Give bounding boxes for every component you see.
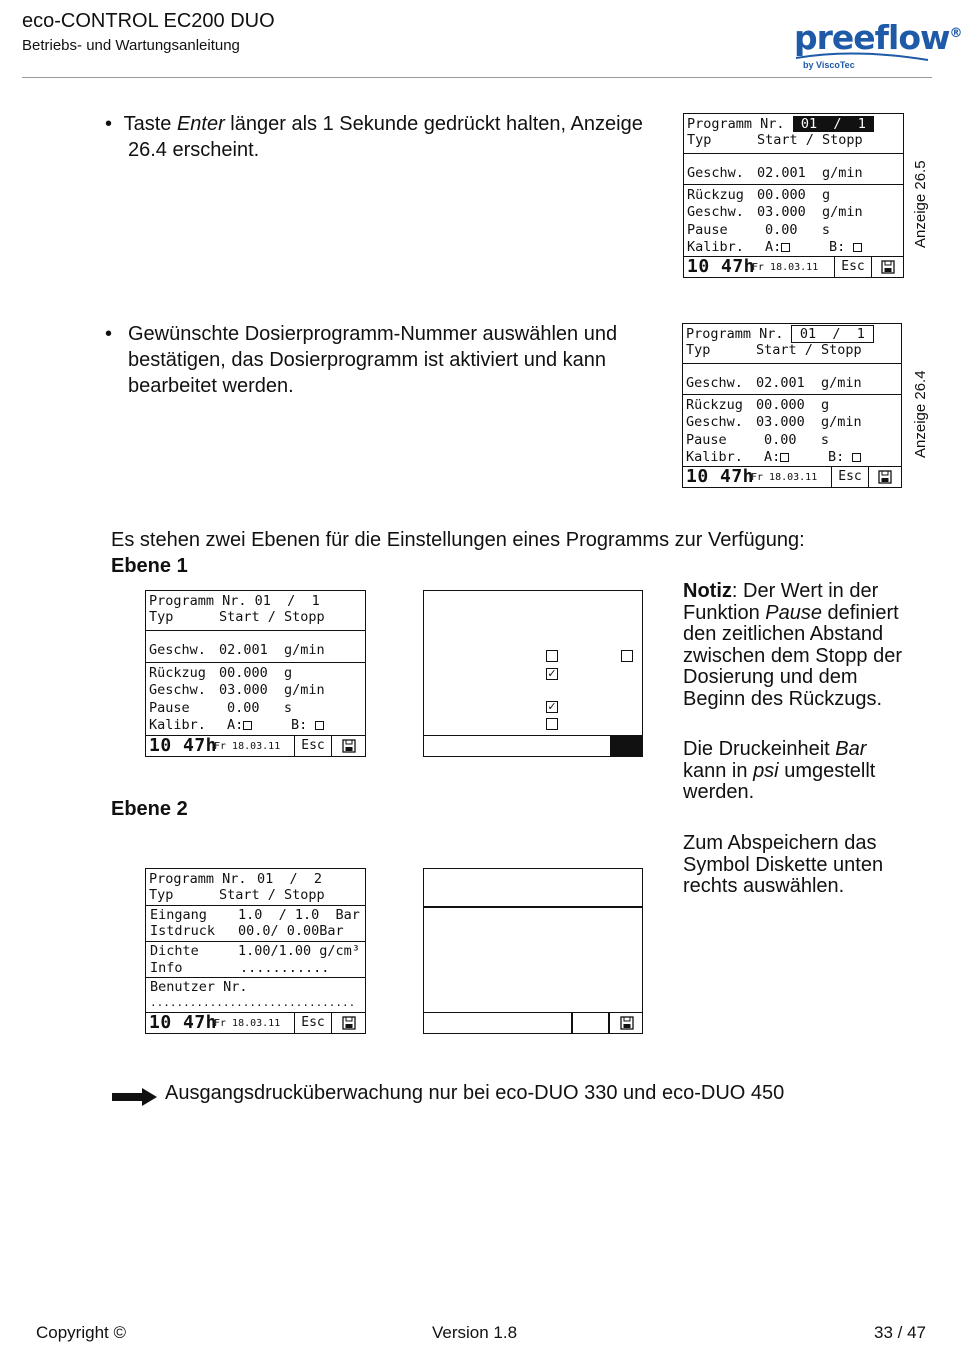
footer-copyright: Copyright © bbox=[36, 1323, 127, 1342]
option-checkbox[interactable] bbox=[621, 650, 633, 662]
logo-wordmark: preeflow® bbox=[794, 18, 962, 57]
esc-button[interactable]: Esc bbox=[294, 736, 331, 756]
save-disk-icon[interactable] bbox=[868, 467, 902, 487]
levels-intro: Es stehen zwei Ebenen für die Einstellungen eines Programms zur Verfügung: bbox=[111, 529, 805, 551]
hint-text: Ausgangsdrucküberwachung nur bei eco-DUO 330 und eco-DUO 450 bbox=[165, 1082, 785, 1104]
bullet: • bbox=[105, 113, 113, 135]
document-title: eco-CONTROL EC200 DUO bbox=[22, 10, 275, 32]
display-anzeige-26-4: Programm Nr. 01 / 1 Typ Start / Stopp Geschw. 02.001 g/min Rückzug 00.000 g Geschw. 03.000 g/min Pause 0.00 s Kalibr. A: B: 10 47h Fr 18.03.11 Esc bbox=[682, 323, 902, 488]
display-ebene-1: Programm Nr. 01 / 1 Typ Start / Stopp Geschw. 02.001 g/min Rückzug 00.000 g Geschw. 03.000 g/min Pause 0.00 s Kalibr. A: B: 10 47h Fr 18.03.11 Esc bbox=[145, 590, 366, 757]
esc-button[interactable]: Esc bbox=[831, 467, 868, 487]
selected-cell[interactable] bbox=[610, 736, 642, 756]
save-disk-icon[interactable] bbox=[871, 257, 905, 277]
checkbox-a[interactable] bbox=[781, 243, 790, 252]
display-ebene-2: Programm Nr. 01 / 2 Typ Start / Stopp Eingang 1.0 / 1.0 Bar Istdruck 00.0/ 0.00Bar Dichte 1.00/1.00 g/cm³ Info ........... Benutzer Nr. ............................... 10 47h Fr 18.03.11 Esc bbox=[145, 868, 366, 1034]
header-divider bbox=[22, 77, 932, 78]
step2-instruction: • bbox=[105, 323, 113, 345]
checkbox-b[interactable] bbox=[852, 453, 861, 462]
esc-button[interactable]: Esc bbox=[294, 1013, 331, 1033]
save-disk-icon[interactable] bbox=[331, 1013, 366, 1033]
ebene-1-heading: Ebene 1 bbox=[111, 555, 188, 577]
step1-instruction: • Taste Enter länger als 1 Sekunde gedrückt halten, Anzeige bbox=[105, 113, 643, 135]
save-disk-icon[interactable] bbox=[620, 1016, 634, 1035]
checkbox-a[interactable] bbox=[243, 721, 252, 730]
prog-value-selected[interactable]: 01 / 1 bbox=[792, 116, 874, 132]
figure-label-26-5: Anzeige 26.5 bbox=[912, 160, 929, 248]
step2-line1: Gewünschte Dosierprogramm-Nummer auswählen und bbox=[128, 323, 618, 345]
esc-button[interactable]: Esc bbox=[834, 257, 871, 277]
display-anzeige-26-5: Programm Nr. 01 / 1 Typ Start / Stopp Geschw. 02.001 g/min Rückzug 00.000 g Geschw. 03.000 g/min Pause 0.00 s Kalibr. A: B: 10 47h Fr 18.03.11 Esc bbox=[683, 113, 904, 278]
step2-line3: bearbeitet werden. bbox=[128, 375, 294, 397]
preeflow-logo bbox=[794, 14, 962, 74]
option-checkbox[interactable] bbox=[546, 718, 558, 730]
checkbox-a[interactable] bbox=[780, 453, 789, 462]
step2-line2: bestätigen, das Dosierprogramm ist aktiviert und kann bbox=[128, 349, 607, 371]
arrow-right-icon bbox=[112, 1086, 158, 1108]
notiz-paragraph: Notiz: Der Wert in der Funktion Pause definiert den zeitlichen Abstand zwischen dem Stopp der Dosierung und dem Beginn des Rückzugs. bbox=[683, 580, 903, 710]
panel-ebene-1-options bbox=[423, 590, 643, 757]
option-checkbox-checked[interactable]: ✓ bbox=[547, 667, 557, 680]
document-subtitle: Betriebs- und Wartungsanleitung bbox=[22, 37, 240, 54]
ebene-2-heading: Ebene 2 bbox=[111, 798, 188, 820]
checkbox-b[interactable] bbox=[315, 721, 324, 730]
logo-subtitle: by ViscoTec bbox=[803, 60, 855, 70]
figure-label-26-4: Anzeige 26.4 bbox=[912, 370, 929, 458]
save-disk-icon[interactable] bbox=[331, 736, 366, 756]
prog-label: Programm Nr. bbox=[687, 116, 785, 132]
footer-page-number: 33 / 47 bbox=[874, 1323, 926, 1342]
footer-version: Version 1.8 bbox=[432, 1323, 518, 1342]
option-checkbox-checked[interactable]: ✓ bbox=[547, 700, 557, 713]
panel-ebene-2 bbox=[423, 868, 643, 1034]
option-checkbox[interactable] bbox=[546, 650, 558, 662]
prog-value-field[interactable]: 01 / 1 bbox=[791, 326, 873, 342]
druckeinheit-paragraph: Die Druckeinheit Bar kann in psi umgestellt werden. bbox=[683, 738, 876, 803]
abspeichern-paragraph: Zum Abspeichern das Symbol Diskette unten rechts auswählen. bbox=[683, 832, 884, 897]
checkbox-b[interactable] bbox=[853, 243, 862, 252]
step1-instruction-line2: 26.4 erscheint. bbox=[128, 139, 260, 161]
